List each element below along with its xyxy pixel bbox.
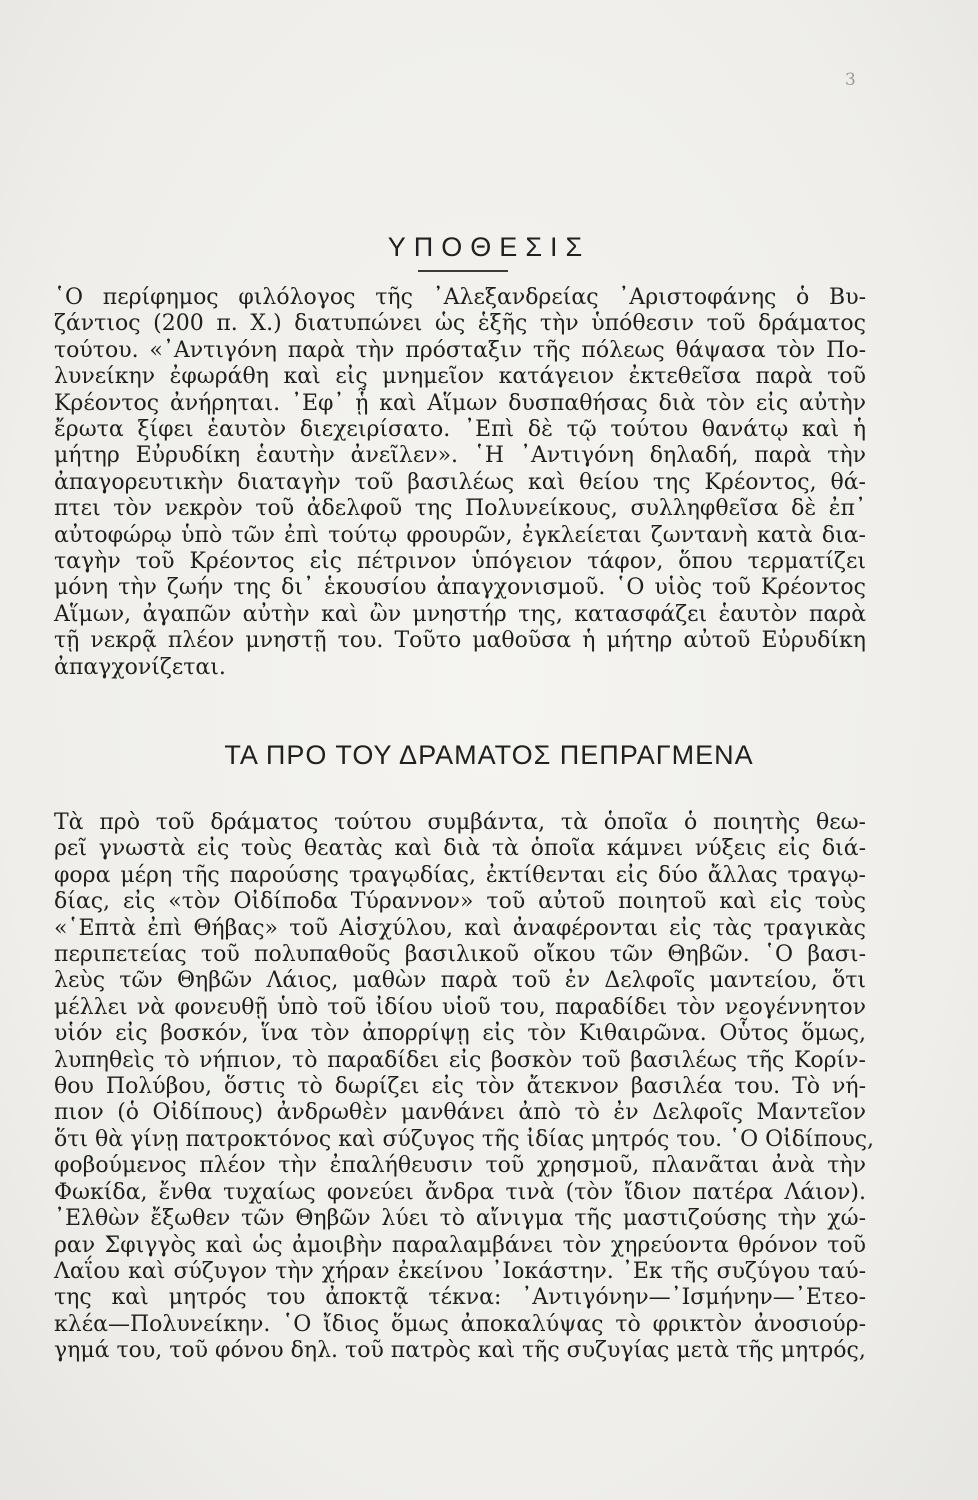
hypothesis-text-line: ἔρωτα ξίφει ἑαυτὸν διεχειρίσατο. ᾿Επὶ δὲ τῷ τούτου θανάτῳ καὶ ἡ [54, 417, 866, 443]
prior-events-text-line: ὅτι θὰ γίνῃ πατροκτόνος καὶ σύζυγος τῆς ἰδίας μητρός του. ῾Ο Οἰδίπους, [54, 1126, 875, 1152]
hypothesis-text-line: πτει τὸν νεκρὸν τοῦ ἀδελφοῦ της Πολυνείκους, συλληφθεῖσα δὲ ἐπ᾿ [54, 496, 866, 522]
prior-events-text-line: γημά του, τοῦ φόνου δηλ. τοῦ πατρὸς καὶ τῆς συζυγίας μετὰ τῆς μητρός, [54, 1338, 866, 1364]
prior-events-text-line: Τὰ πρὸ τοῦ δράματος τούτου συμβάντα, τὰ ὁποῖα ὁ ποιητὴς θεω- [54, 810, 866, 835]
hypothesis-text-line: Κρέοντος ἀνήρηται. ᾿Εφ᾿ ᾗ καὶ Αἵμων δυσπαθήσας διὰ τὸν εἰς αὐτὴν [54, 390, 866, 416]
hypothesis-text-line: Αἵμων, ἀγαπῶν αὐτὴν καὶ ὢν μνηστήρ της, κατασφάζει ἑαυτὸν παρὰ [54, 601, 866, 627]
hypothesis-text-line: μόνη τὴν ζωήν της δι᾿ ἑκουσίου ἀπαγχονισμοῦ. ῾Ο υἱὸς τοῦ Κρέοντος [54, 575, 866, 601]
section-title-hypothesis: ΥΠΟΘΕΣΙΣ [387, 232, 591, 262]
prior-events-text-line: Λαΐου καὶ σύζυγον τὴν χήραν ἐκείνου ᾿Ιοκάστην. ᾿Εκ τῆς συζύγου ταύ- [54, 1258, 866, 1284]
hypothesis-text-line: ἀπαγορευτικὴν διαταγὴν τοῦ βασιλέως καὶ θείου της Κρέοντος, θά- [54, 469, 866, 495]
hypothesis-paragraph [54, 285, 866, 681]
hypothesis-text-line: ταγὴν τοῦ Κρέοντος εἰς πέτρινον ὑπόγειον τάφον, ὅπου τερματίζει [54, 549, 866, 575]
hypothesis-text-line: τῇ νεκρᾷ πλέον μνηστῇ του. Τοῦτο μαθοῦσα ἡ μήτηρ αὐτοῦ Εὐρυδίκη [54, 628, 866, 654]
hypothesis-text-line: λυνείκην ἐφωράθη καὶ εἰς μνημεῖον κατάγειον ἐκτεθεῖσα παρὰ τοῦ [54, 364, 866, 390]
hypothesis-text-line: μήτηρ Εὐρυδίκη ἑαυτὴν ἀνεῖλεν». ῾Η ᾿Αντιγόνη δηλαδή, παρὰ τὴν [54, 443, 866, 469]
section-title-prior-events: ΤΑ ΠΡΟ ΤΟΥ ΔΡΑΜΑΤΟΣ ΠΕΠΡΑΓΜΕΝΑ [224, 740, 754, 770]
prior-events-text-line: θου Πολύβου, ὅστις τὸ δωρίζει εἰς τὸν ἄτεκνον βασιλέα του. Τὸ νή- [54, 1074, 866, 1100]
hypothesis-text-line: ἀπαγχονίζεται. [54, 654, 226, 680]
title-underline-divider [418, 270, 508, 272]
prior-events-text-line: Φωκίδα, ἔνθα τυχαίως φονεύει ἄνδρα τινὰ (τὸν ἴδιον πατέρα Λάιον). [54, 1179, 866, 1205]
prior-events-text-line: ραν Σφιγγὸς καὶ ὡς ἀμοιβὴν παραλαμβάνει τὸν χηρεύοντα θρόνον τοῦ [54, 1232, 866, 1258]
prior-events-text-line: υἱόν εἰς βοσκόν, ἵνα τὸν ἀπορρίψῃ εἰς τὸν Κιθαιρῶνα. Οὗτος ὅμως, [54, 1021, 866, 1047]
prior-events-text-line: ᾿Ελθὼν ἔξωθεν τῶν Θηβῶν λύει τὸ αἴνιγμα τῆς μαστιζούσης τὴν χώ- [54, 1206, 866, 1232]
prior-events-text-line: ρεῖ γνωστὰ εἰς τοὺς θεατὰς καὶ διὰ τὰ ὁποῖα κάμνει νύξεις εἰς διά- [54, 836, 866, 862]
prior-events-text-line: φοβούμενος πλέον τὴν ἐπαλήθευσιν τοῦ χρησμοῦ, πλανᾶται ἀνὰ τὴν [54, 1153, 866, 1179]
prior-events-text-line: μέλλει νὰ φονευθῇ ὑπὸ τοῦ ἰδίου υἱοῦ του, παραδίδει τὸν νεογέννητον [54, 994, 866, 1020]
prior-events-text-line: φορα μέρη τῆς παρούσης τραγῳδίας, ἐκτίθενται εἰς δύο ἄλλας τραγῳ- [54, 862, 866, 888]
prior-events-text-line: «῾Επτὰ ἐπὶ Θήβας» τοῦ Αἰσχύλου, καὶ ἀναφέρονται εἰς τὰς τραγικὰς [54, 915, 866, 941]
hypothesis-text-line: ῾Ο περίφημος φιλόλογος τῆς ᾿Αλεξανδρείας ᾿Αριστοφάνης ὁ Βυ- [54, 285, 866, 310]
hypothesis-text-line: ζάντιος (200 π. Χ.) διατυπώνει ὡς ἑξῆς τὴν ὑπόθεσιν τοῦ δράματος [54, 311, 866, 337]
page-number: 3 [845, 70, 856, 90]
prior-events-paragraph [54, 810, 875, 1365]
prior-events-text-line: λυπηθεὶς τὸ νήπιον, τὸ παραδίδει εἰς βοσκὸν τοῦ βασιλέως τῆς Κορίν- [54, 1047, 866, 1073]
hypothesis-text-line: αὐτοφώρῳ ὑπὸ τῶν ἐπὶ τούτῳ φρουρῶν, ἐγκλείεται ζωντανὴ κατὰ δια- [54, 522, 866, 548]
prior-events-text-line: λεὺς τῶν Θηβῶν Λάιος, μαθὼν παρὰ τοῦ ἐν Δελφοῖς μαντείου, ὅτι [54, 968, 866, 994]
hypothesis-text-line: τούτου. «᾿Αντιγόνη παρὰ τὴν πρόσταξιν τῆς πόλεως θάψασα τὸν Πο- [54, 337, 866, 363]
prior-events-text-line: της καὶ μητρός του ἀποκτᾷ τέκνα: ᾿Αντιγόνην—᾿Ισμήνην—᾿Ετεο- [54, 1285, 866, 1311]
prior-events-text-line: περιπετείας τοῦ πολυπαθοῦς βασιλικοῦ οἴκου τῶν Θηβῶν. ῾Ο βασι- [54, 942, 866, 968]
prior-events-text-line: δίας, εἰς «τὸν Οἰδίποδα Τύραννον» τοῦ αὐτοῦ ποιητοῦ καὶ εἰς τοὺς [54, 889, 866, 915]
prior-events-text-line: κλέα—Πολυνείκην. ῾Ο ἴδιος ὅμως ἀποκαλύψας τὸ φρικτὸν ἀνοσιούρ- [54, 1311, 866, 1337]
prior-events-text-line: πιον (ὁ Οἰδίπους) ἀνδρωθὲν μανθάνει ἀπὸ τὸ ἐν Δελφοῖς Μαντεῖον [54, 1100, 866, 1126]
